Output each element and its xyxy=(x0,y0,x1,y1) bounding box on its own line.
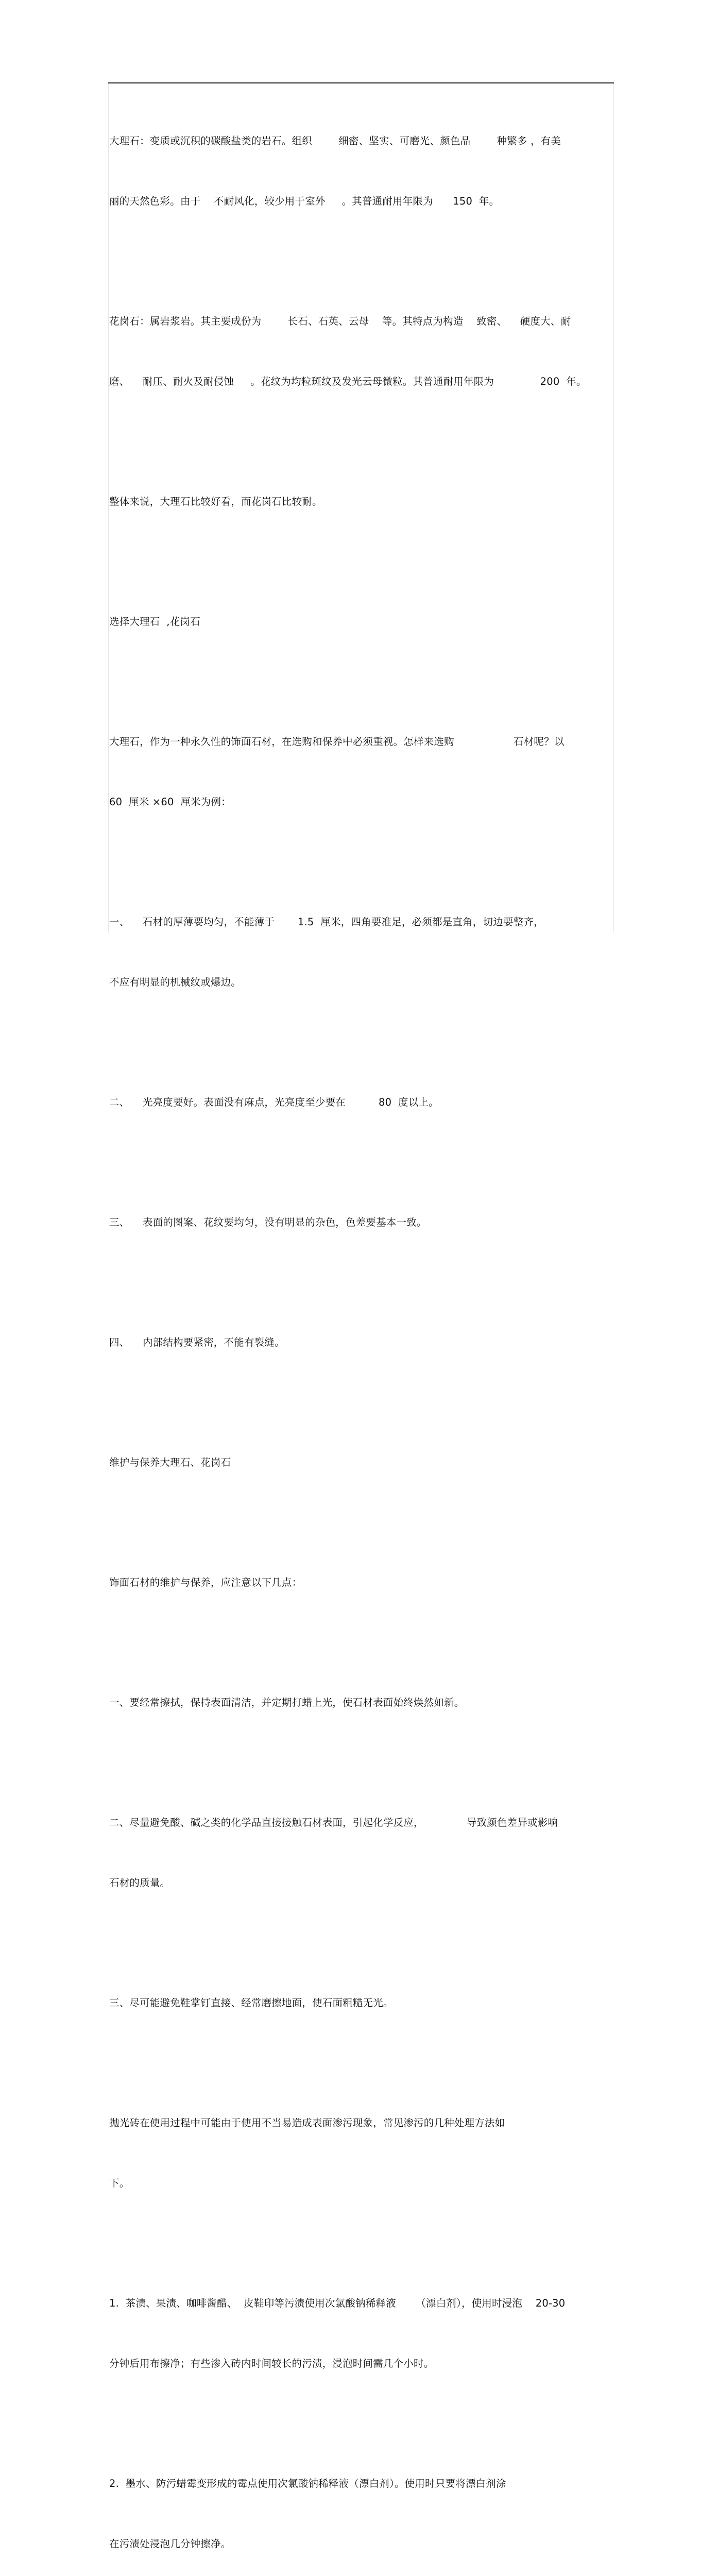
paragraph-gap xyxy=(109,2053,613,2073)
paragraph-gap xyxy=(109,672,613,691)
list-item-select-4 xyxy=(109,1292,613,1393)
text-line: 2. 墨水、防污蜡霉变形成的霉点使用次氯酸钠稀释液（漂白剂）。使用时只要将漂白剂涂 xyxy=(109,2478,506,2489)
text-line: 60 厘米 ×60 厘米为例： xyxy=(109,796,231,808)
text-line: 磨、 耐压、耐火及耐侵蚀 。花纹为均粒斑纹及发光云母微粒。其普通耐用年限为 200 年。 xyxy=(109,376,587,387)
text-line: 大理石，作为一种永久性的饰面石材，在选购和保养中必须重视。怎样来选购 石材呢？以 xyxy=(109,736,565,748)
text-line: 三、尽可能避免鞋掌钉直接、经常磨擦地面，使石面粗糙无光。 xyxy=(109,1997,394,2009)
text-line: 饰面石材的维护与保养，应注意以下几点： xyxy=(109,1577,302,1588)
paragraph-marble-definition xyxy=(109,91,613,251)
list-item-maintain-2 xyxy=(109,1772,613,1933)
text-line: 在污渍处浸泡几分钟擦净。 xyxy=(109,2538,231,2550)
paragraph-gap xyxy=(109,1393,613,1412)
paragraph-gap xyxy=(109,1933,613,1953)
paragraph-gap xyxy=(109,1513,613,1532)
text-line: 一、 石材的厚薄要均匀，不能薄于 1.5 厘米，四角要准足，必须都是直角，切边要整齐， xyxy=(109,916,544,928)
list-item-tile-2 xyxy=(109,2433,613,2576)
text-line: 丽的天然色彩。由于 不耐风化，较少用于室外 。其普通耐用年限为 150 年。 xyxy=(109,195,500,207)
paragraph-summary xyxy=(109,451,613,552)
text-line: 大理石：变质或沉积的碳酸盐类的岩石。组织 细密、坚实、可磨光、颜色品 种繁多 ，有美 xyxy=(109,135,561,147)
list-item-select-1 xyxy=(109,872,613,1032)
list-item-maintain-1 xyxy=(109,1652,613,1753)
paragraph-gap xyxy=(109,2414,613,2433)
paragraph-gap xyxy=(109,1753,613,1772)
document-body xyxy=(109,91,613,2576)
paragraph-gap xyxy=(109,1032,613,1052)
paragraph-maintain-intro xyxy=(109,1532,613,1633)
text-line: 分钟后用布擦净；有些渗入砖内时间较长的污渍，浸泡时间需几个小时。 xyxy=(109,2358,434,2369)
text-line: 二、 光亮度要好。表面没有麻点，光亮度至少要在 80 度以上。 xyxy=(109,1096,439,1108)
paragraph-gap xyxy=(109,552,613,571)
text-line: 三、 表面的图案、花纹要均匀，没有明显的杂色，色差要基本一致。 xyxy=(109,1216,427,1228)
paragraph-gap xyxy=(109,432,613,451)
paragraph-gap xyxy=(109,1273,613,1292)
paragraph-granite-definition xyxy=(109,271,613,432)
header-rule xyxy=(108,82,614,83)
text-line: 花岗石：属岩浆岩。其主要成份为 长石、石英、云母 等。其特点为构造 致密、 硬度大、耐 xyxy=(109,315,571,327)
text-line: 一、要经常擦拭，保持表面清洁，并定期打蜡上光，使石材表面始终焕然如新。 xyxy=(109,1697,465,1708)
text-line: 选择大理石 ,花岗石 xyxy=(109,616,200,628)
paragraph-select-intro xyxy=(109,691,613,852)
text-line: 维护与保养大理石、花岗石 xyxy=(109,1456,231,1468)
text-line: 抛光砖在使用过程中可能由于使用不当易造成表面渗污现象，常见渗污的几种处理方法如 xyxy=(109,2117,505,2129)
list-item-maintain-3 xyxy=(109,1953,613,2053)
paragraph-tile-intro xyxy=(109,2073,613,2233)
paragraph-gap xyxy=(109,251,613,271)
text-line: 二、尽量避免酸、碱之类的化学品直接接触石材表面，引起化学反应， 导致颜色差异或影响 xyxy=(109,1817,558,1828)
text-line: 整体来说，大理石比较好看，而花岗石比较耐。 xyxy=(109,496,322,507)
list-item-tile-1 xyxy=(109,2253,613,2414)
text-line: 下。 xyxy=(109,2177,130,2189)
paragraph-gap xyxy=(109,1633,613,1652)
text-line: 石材的质量。 xyxy=(109,1877,170,1889)
text-line: 不应有明显的机械纹或爆边。 xyxy=(109,976,242,988)
paragraph-gap xyxy=(109,852,613,872)
text-line: 四、 内部结构要紧密，不能有裂缝。 xyxy=(109,1336,285,1348)
paragraph-gap xyxy=(109,1153,613,1172)
list-item-select-3 xyxy=(109,1172,613,1273)
heading-maintain-stone xyxy=(109,1412,613,1513)
text-line: 1. 茶渍、果渍、咖啡酱醋、 皮鞋印等污渍使用次氯酸钠稀释液 （漂白剂），使用时浸泡 20-30 xyxy=(109,2297,566,2309)
list-item-select-2 xyxy=(109,1052,613,1153)
heading-select-stone xyxy=(109,571,613,672)
paragraph-gap xyxy=(109,2233,613,2253)
